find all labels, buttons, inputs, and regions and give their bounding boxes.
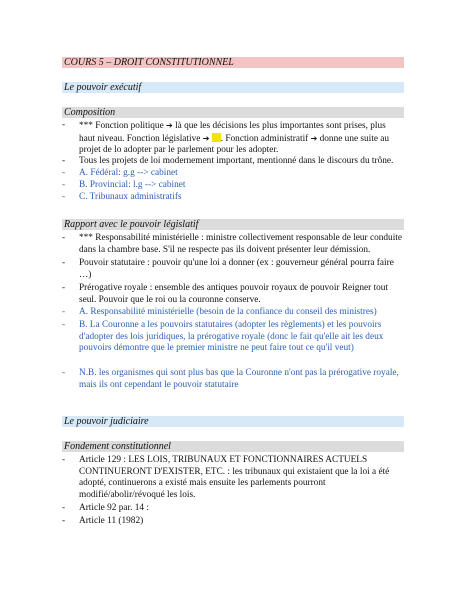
subheading-fondement: Fondement constitutionnel xyxy=(62,441,404,452)
list-item xyxy=(62,192,412,204)
item-text: A. Responsabilité ministérielle (besoin de la confiance du conseil des ministres) xyxy=(79,307,377,317)
bullet-dash: - xyxy=(62,503,66,513)
list-item xyxy=(62,120,412,157)
bullet-dash: - xyxy=(62,320,66,330)
list-item xyxy=(62,233,412,256)
item-text: haut niveau. Fonction législative xyxy=(79,133,201,144)
bullet-dash: - xyxy=(62,156,66,166)
subheading-rapport: Rapport avec le pouvoir législatif xyxy=(62,219,404,230)
item-text: seul. Pouvoir que le roi ou la couronne conserve. xyxy=(79,294,261,305)
arrow-icon: ➔ xyxy=(202,133,210,143)
subheading-composition: Composition xyxy=(62,107,404,118)
list-item xyxy=(62,283,412,306)
arrow-icon: ➔ xyxy=(166,121,173,130)
bullet-dash: - xyxy=(62,168,66,178)
item-text: dans la chambre base. S'il ne respecte pas ils doivent présenter leur démission. xyxy=(79,244,371,255)
item-text: . Fonction administratif xyxy=(220,133,309,144)
bullet-dash: - xyxy=(62,180,66,190)
bullet-dash: - xyxy=(62,283,66,293)
highlight-mark xyxy=(212,133,221,142)
item-text: là que les décisions les plus importantes sont prises, plus xyxy=(175,121,386,131)
list-item xyxy=(62,368,412,391)
bullet-dash: - xyxy=(62,516,66,526)
item-text: Pouvoir statutaire : pouvoir qu'une loi a donner (ex : gouverneur général pourra faire xyxy=(79,258,394,268)
item-text: *** Fonction politique xyxy=(79,121,164,131)
bullet-dash: - xyxy=(62,368,66,378)
item-text: Article 11 (1982) xyxy=(79,516,144,526)
item-text: Prérogative royale : ensemble des antiques pouvoir royaux de pouvoir Reigner tout xyxy=(79,283,389,293)
item-text: adopté, continuerons a existé mais ensuite les parlements pourront xyxy=(79,478,326,489)
list-item xyxy=(62,258,412,281)
list-item xyxy=(62,307,412,319)
bullet-dash: - xyxy=(62,307,66,317)
item-text: A. Fédéral: g.g --> cabinet xyxy=(79,168,178,178)
item-text: modifié/abolir/révoqué les lois. xyxy=(79,489,196,500)
bullet-dash: - xyxy=(62,233,66,243)
bullet-dash: - xyxy=(62,192,66,202)
item-text: pouvoirs démontre que le premier ministre ne peut faire tout ce qu'il veut) xyxy=(79,343,354,354)
item-text: C. Tribunaux administratifs xyxy=(79,192,182,202)
item-text: B. Provincial: l.g --> cabinet xyxy=(79,180,186,190)
list-item xyxy=(62,168,412,180)
item-text: N.B. les organismes qui sont plus bas que la Couronne n'ont pas la prérogative royale, xyxy=(79,368,399,378)
list-item xyxy=(62,156,412,168)
item-text: B. La Couronne a les pouvoirs statutaires (adopter les règlements) et les pouvoirs xyxy=(79,320,382,330)
item-text: projet de lo adopter par le parlement pour les adopter. xyxy=(79,145,279,156)
list-item xyxy=(62,503,412,515)
section-heading-judiciaire: Le pouvoir judiciaire xyxy=(62,416,404,427)
item-text: Article 92 par. 14 : xyxy=(79,503,149,513)
list-item xyxy=(62,455,412,501)
list-item xyxy=(62,320,412,355)
item-text: mais ils ont cependant le pouvoir statutaire xyxy=(79,379,239,390)
list-item xyxy=(62,516,412,528)
item-text: donne une suite au xyxy=(319,133,390,144)
item-text: …) xyxy=(79,269,92,280)
item-text: *** Responsabilité ministérielle : ministre collectivement responsable de leur conduite xyxy=(79,233,402,243)
arrow-icon: ➔ xyxy=(310,133,318,143)
item-text: Article 129 : LES LOIS, TRIBUNAUX ET FONCTIONNAIRES ACTUELS xyxy=(79,455,368,465)
item-text: d'adopter des lois juridiques, la prérogative royale (donc le fait qu'elle ait les deux xyxy=(79,331,384,342)
bullet-dash: - xyxy=(62,258,66,268)
section-heading-executif: Le pouvoir exécutif xyxy=(62,82,404,93)
bullet-dash: - xyxy=(62,455,66,465)
item-text: Tous les projets de loi modernement important, mentionné dans le discours du trône. xyxy=(79,156,394,166)
item-text: CONTINUERONT D'EXISTER, ETC. : les tribunaux qui existaient que la loi a été xyxy=(79,466,390,477)
course-title: COURS 5 – DROIT CONSTITUTIONNEL xyxy=(62,57,404,68)
bullet-dash: - xyxy=(62,120,66,130)
list-item xyxy=(62,180,412,192)
